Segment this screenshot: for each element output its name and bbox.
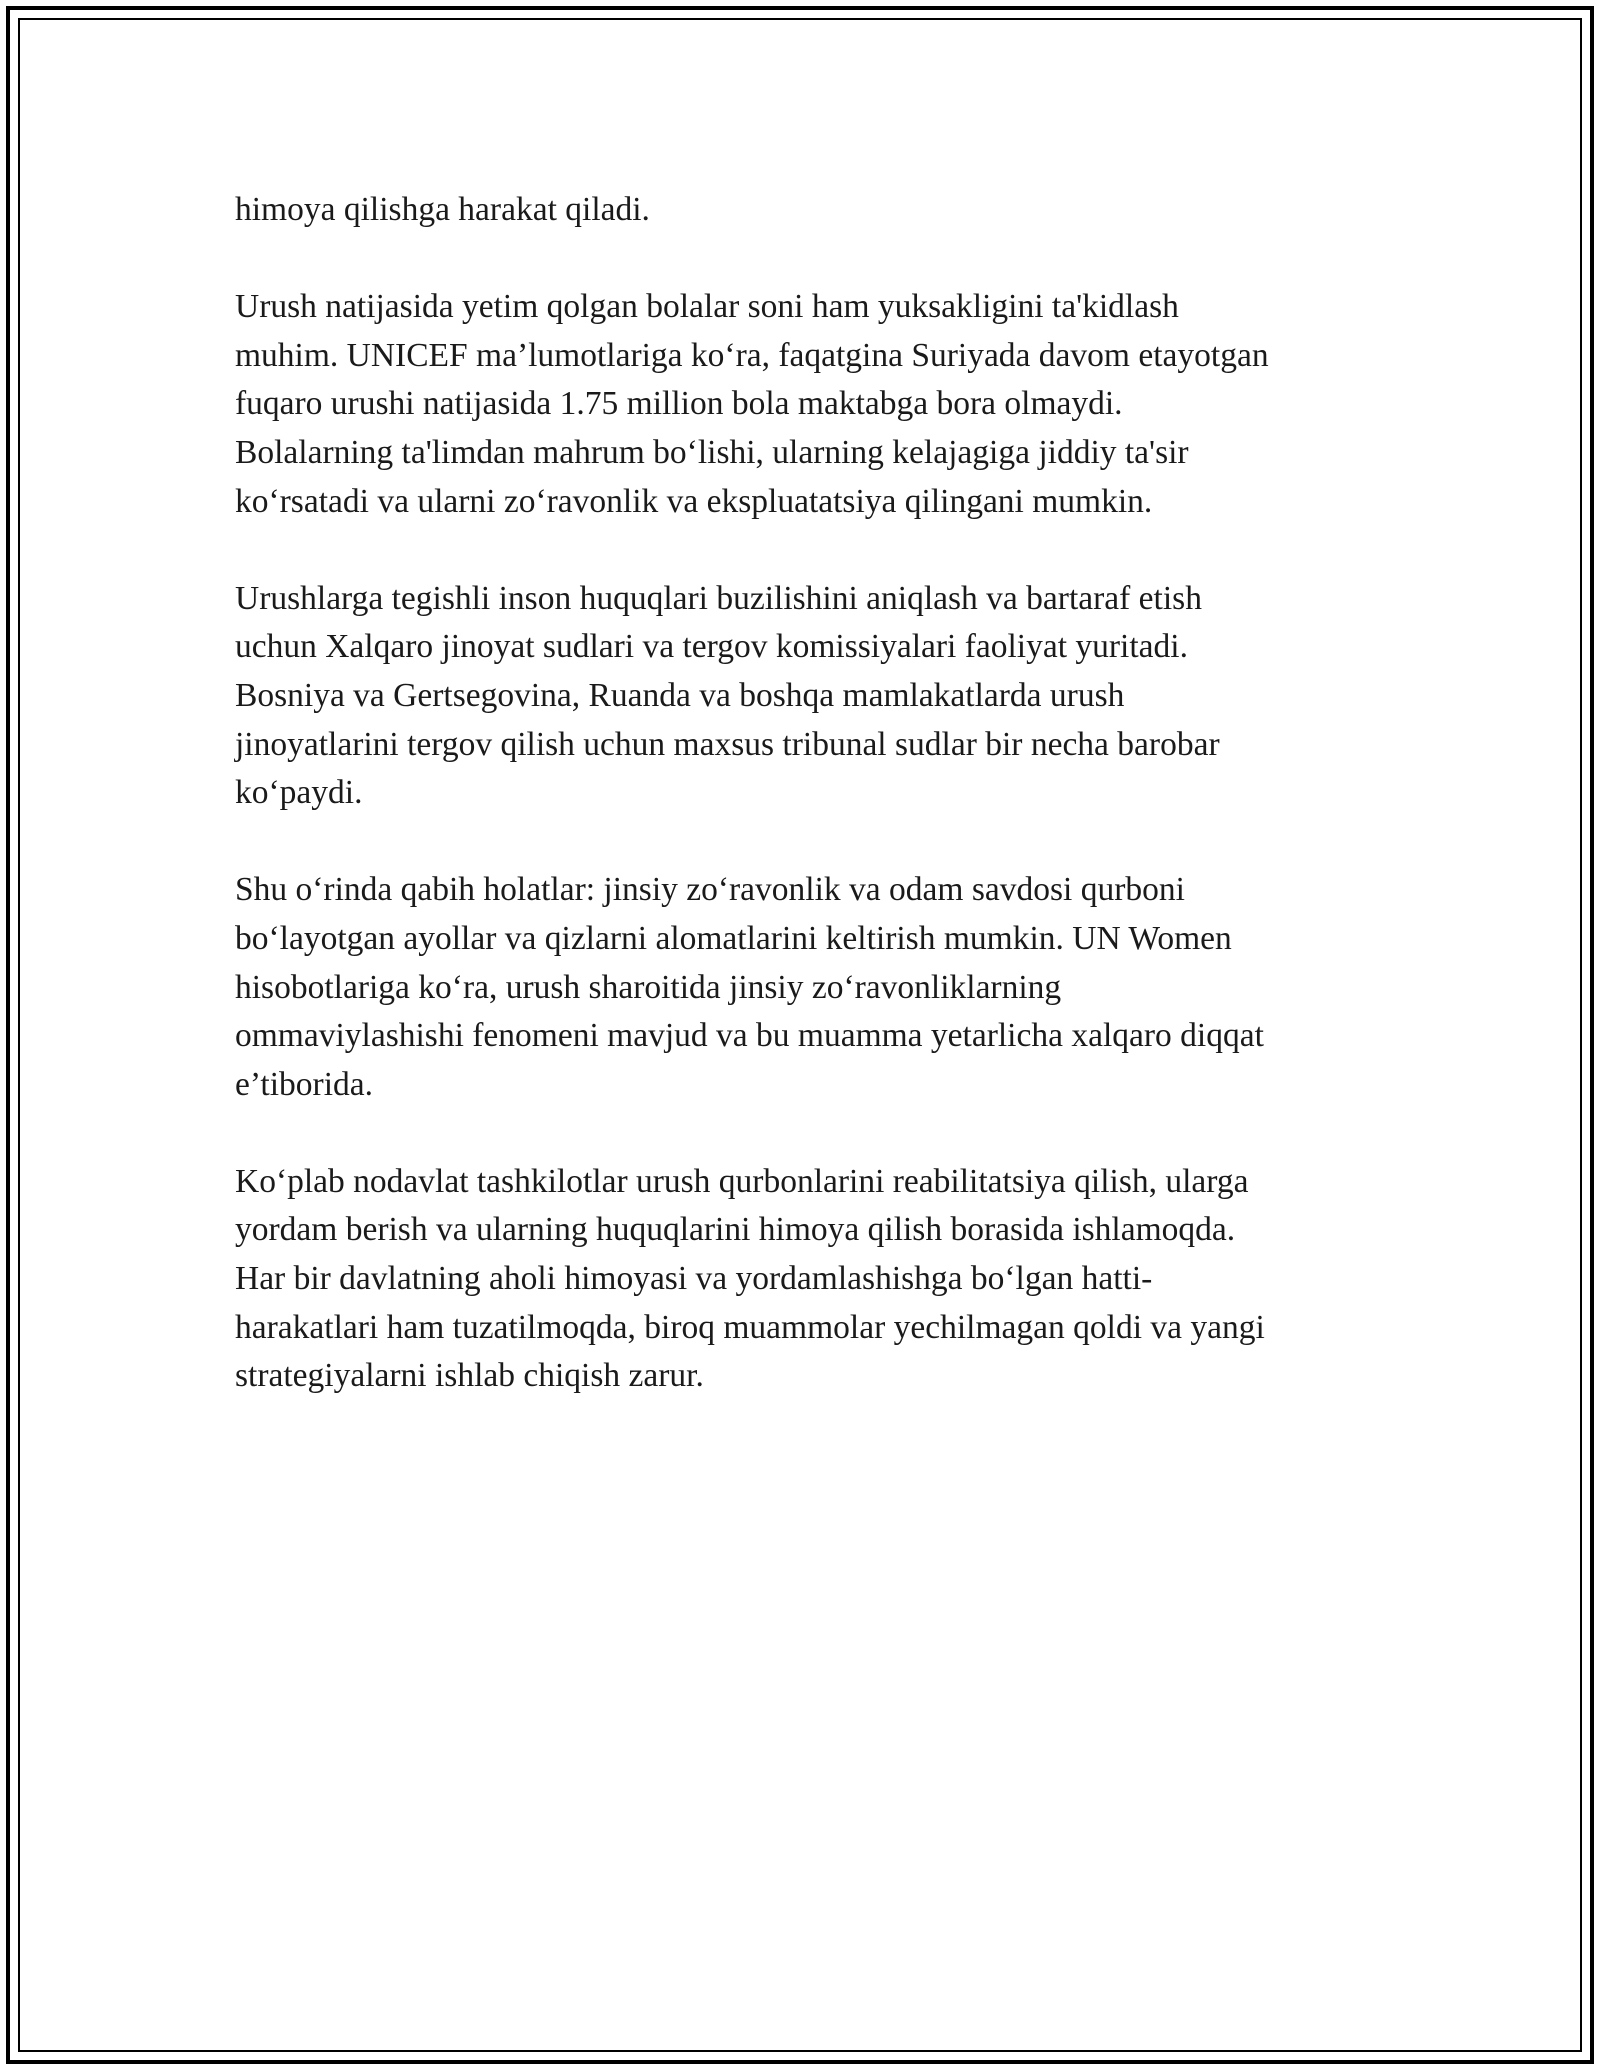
paragraph-2 (235, 283, 1385, 526)
text-line: yordam berish va ularning huquqlarini himoya qilish borasida ishlamoqda. (235, 1211, 1236, 1249)
text-line: Bosniya va Gertsegovina, Ruanda va boshqa mamlakatlarda urush (235, 676, 1125, 714)
document-body (235, 186, 1385, 1449)
text-line: fuqaro urushi natijasida 1.75 million bola maktabga bora olmaydi. (235, 385, 1123, 423)
paragraph-3 (235, 575, 1385, 818)
text-line: ommaviylashishi fenomeni mavjud va bu muamma yetarlicha xalqaro diqqat (235, 1017, 1264, 1055)
text-line: ko‘paydi. (235, 774, 363, 812)
text-line: hisobotlariga ko‘ra, urush sharoitida jinsiy zo‘ravonliklarning (235, 968, 1062, 1006)
text-line: bo‘layotgan ayollar va qizlarni alomatlarini keltirish mumkin. UN Women (235, 919, 1232, 957)
text-line: Urushlarga tegishli inson huquqlari buzilishini aniqlash va bartaraf etish (235, 579, 1202, 617)
paragraph-4 (235, 866, 1385, 1109)
text-line: Ko‘plab nodavlat tashkilotlar urush qurbonlarini reabilitatsiya qilish, ularga (235, 1162, 1249, 1200)
text-line: e’tiborida. (235, 1065, 373, 1103)
text-line: Bolalarning ta'limdan mahrum bo‘lishi, ularning kelajagiga jiddiy ta'sir (235, 433, 1189, 471)
text-line: jinoyatlarini tergov qilish uchun maxsus tribunal sudlar bir necha barobar (235, 725, 1220, 763)
text-line: Har bir davlatning aholi himoyasi va yordamlashishga bo‘lgan hatti- (235, 1260, 1153, 1298)
paragraph-5 (235, 1158, 1385, 1401)
text-line: Urush natijasida yetim qolgan bolalar soni ham yuksakligini ta'kidlash (235, 288, 1179, 326)
text-line: ko‘rsatadi va ularni zo‘ravonlik va ekspluatatsiya qilingani mumkin. (235, 482, 1153, 520)
text-line: muhim. UNICEF ma’lumotlariga ko‘ra, faqatgina Suriyada davom etayotgan (235, 336, 1269, 374)
text-line: uchun Xalqaro jinoyat sudlari va tergov komissiyalari faoliyat yuritadi. (235, 628, 1188, 666)
text-line: himoya qilishga harakat qiladi. (235, 191, 650, 228)
paragraph-1 (235, 186, 1385, 235)
text-line: strategiyalarni ishlab chiqish zarur. (235, 1357, 704, 1395)
text-line: Shu o‘rinda qabih holatlar: jinsiy zo‘ravonlik va odam savdosi qurboni (235, 871, 1185, 909)
text-line: harakatlari ham tuzatilmoqda, biroq muammolar yechilmagan qoldi va yangi (235, 1308, 1265, 1346)
